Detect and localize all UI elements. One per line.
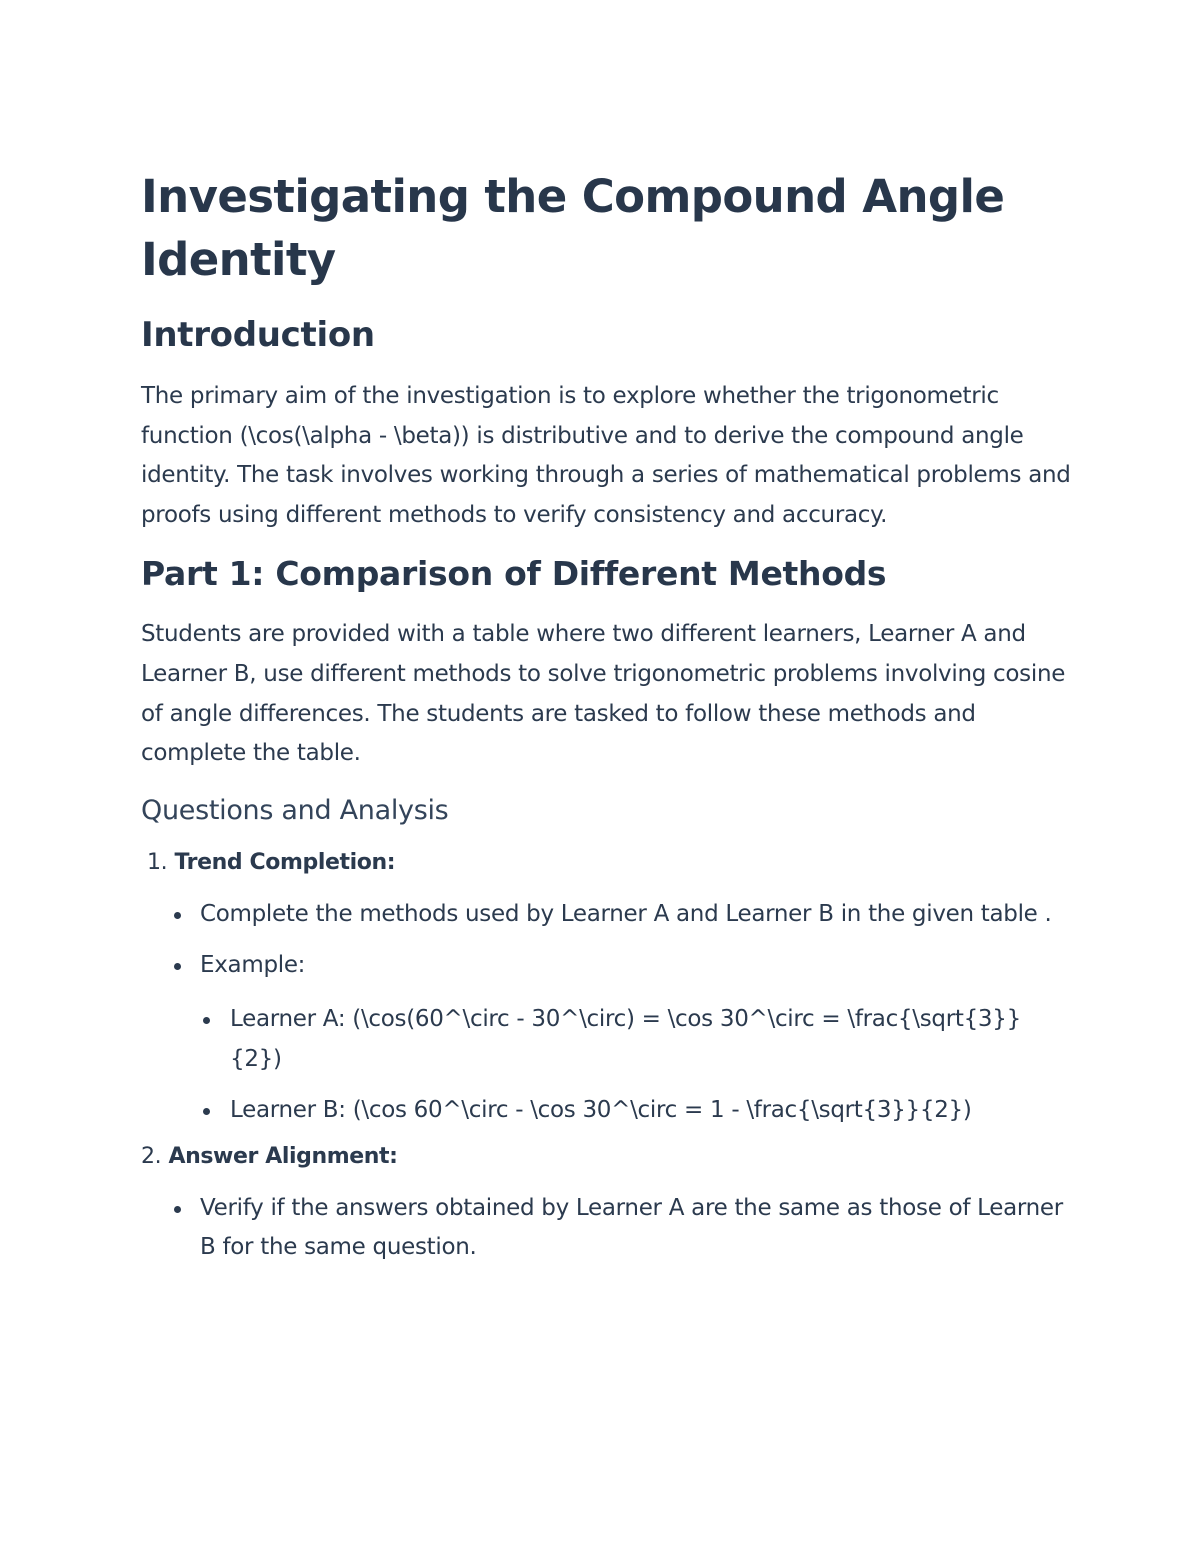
example-label: Example: xyxy=(200,952,306,979)
numbered-item-answer-alignment xyxy=(141,1139,1071,1175)
item-label: Trend Completion: xyxy=(174,849,396,875)
item-number: 2. xyxy=(141,1143,162,1169)
document-page xyxy=(141,165,1071,1268)
part1-heading: Part 1: Comparison of Different Methods xyxy=(141,554,887,594)
introduction-paragraph: The primary aim of the investigation is to explore whether the trigonometric function (\cos(\alpha - \beta)) is distributive and to derive the compound angle identity. The task involves working through a series of mathematical problems and proofs using different methods to verify consistency and accuracy. xyxy=(141,383,1071,528)
list-item: Verify if the answers obtained by Learner A are the same as those of Learner B for the same question. xyxy=(200,1189,1071,1268)
sub-list-item-learner-b: Learner B: (\cos 60^\circ - \cos 30^\circ = 1 - \frac{\sqrt{3}}{2}) xyxy=(230,1091,1071,1131)
example-sub-bullets xyxy=(230,1000,1071,1131)
item-label: Answer Alignment: xyxy=(168,1143,398,1169)
numbered-item-trend-completion xyxy=(141,845,1071,881)
introduction-heading: Introduction xyxy=(141,315,375,355)
answer-alignment-bullets xyxy=(200,1189,1071,1268)
document-title: Investigating the Compound Angle Identity xyxy=(141,170,1005,286)
questions-subheading: Questions and Analysis xyxy=(141,794,449,826)
item-number: 1. xyxy=(147,849,168,875)
sub-list-item-learner-a: Learner A: (\cos(60^\circ - 30^\circ) = \cos 30^\circ = \frac{\sqrt{3}}{2}) xyxy=(230,1000,1071,1079)
list-item-example xyxy=(200,946,1071,1130)
part1-paragraph: Students are provided with a table where two different learners, Learner A and Learner B, use different methods to solve trigonometric problems involving cosine of angle differences. The students are tasked to follow these methods and complete the table. xyxy=(141,621,1066,767)
list-item: Complete the methods used by Learner A and Learner B in the given table . xyxy=(200,895,1071,935)
trend-completion-bullets xyxy=(200,895,1071,1131)
